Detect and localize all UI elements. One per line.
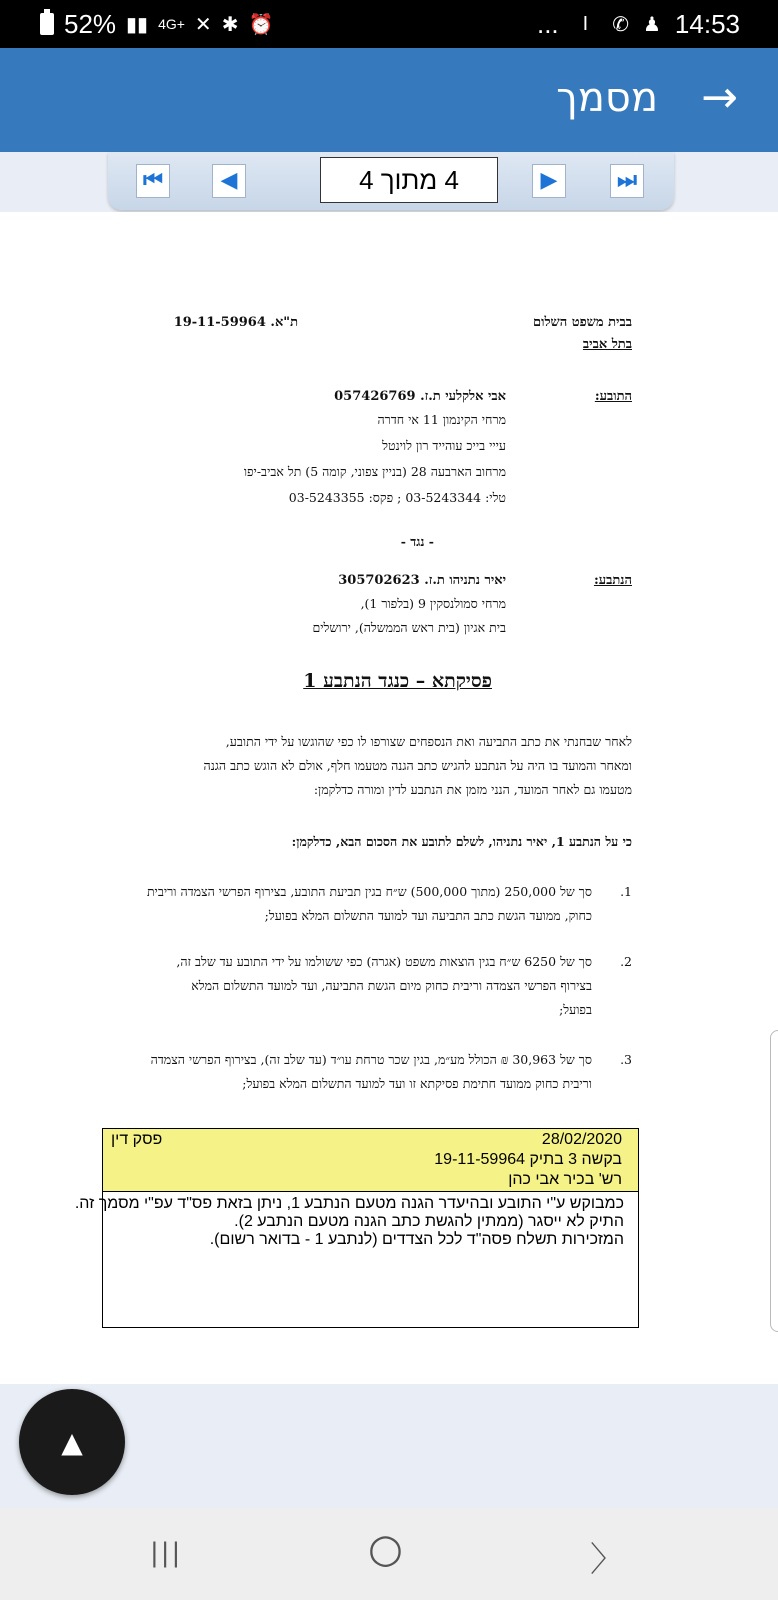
item-line: סך של 30,963 ₪ הכולל מע״מ, בגין שכר טרחת עו״ד (עד שלב זה), בצירוף הפרשי הצמדה bbox=[150, 1052, 592, 1067]
defendant-address: מרחי סמולנסקין 9 (בלפור 1), bbox=[360, 596, 506, 611]
decision-header bbox=[103, 1129, 638, 1192]
decision-request: בקשה 3 בתיק 19-11-59964 bbox=[434, 1151, 622, 1168]
mute-icon: ✕ bbox=[194, 13, 212, 36]
court-decision-box bbox=[74, 1128, 639, 1328]
bluetooth-icon: ✱ bbox=[221, 13, 239, 36]
item-line: בפועל; bbox=[559, 1002, 592, 1017]
app-bar bbox=[0, 48, 778, 152]
scroll-top-button[interactable] bbox=[19, 1389, 125, 1495]
status-right bbox=[537, 0, 740, 48]
alarm-icon: ⏰ bbox=[248, 13, 274, 36]
next-page-icon: ▶ bbox=[540, 168, 558, 193]
plaintiff-lawyer: עייי בייכ עוהייד רון לוינטל bbox=[382, 438, 506, 453]
court-city: בתל אביב bbox=[582, 337, 632, 352]
court-name: בבית משפט השלום bbox=[533, 315, 632, 330]
decision-type: פסק דין bbox=[111, 1131, 163, 1148]
item-line: כחוק, ממועד הגשת כתב התביעה ועד למועד התשלום המלא בפועל; bbox=[264, 908, 592, 923]
decision-line-2: התיק לא ייסגר (ממתין להגשת כתב הגנה מטעם הנתבע 2). bbox=[234, 1213, 624, 1230]
versus-text: - נגד - bbox=[400, 534, 434, 549]
item-number: 1. bbox=[620, 884, 632, 899]
status-left bbox=[40, 0, 273, 48]
last-page-button[interactable] bbox=[610, 164, 644, 198]
recents-icon[interactable]: ||| bbox=[150, 1538, 183, 1568]
signal-icon: ▮▮ bbox=[126, 13, 149, 36]
case-number: ת"א. 19-11-59964 bbox=[173, 315, 298, 330]
next-page-button[interactable] bbox=[532, 164, 566, 198]
decision-judge: רש' בכיר אבי כהן bbox=[508, 1171, 622, 1188]
system-nav-bar bbox=[0, 1508, 778, 1600]
whatsapp-icon: ✆ bbox=[612, 13, 629, 36]
item-line: בצירוף הפרשי הצמדה וריבית כחוק מיום הגשת התביעה, ועד למועד התשלום המלא bbox=[191, 978, 592, 993]
last-page-icon: ⏭ bbox=[617, 168, 637, 193]
status-bar bbox=[0, 0, 778, 48]
battery-level: 52% bbox=[64, 8, 117, 39]
page-indicator: 4 מתוך 4 bbox=[320, 157, 498, 203]
back-arrow-icon[interactable]: → bbox=[701, 72, 738, 123]
page-title: מסמך bbox=[556, 75, 658, 121]
intro-line-1: לאחר שבחנתי את כתב התביעה ואת הנספחים שצורפו לו כפי שהוגשו על ידי התובע, bbox=[225, 734, 632, 749]
notification-icon: ♟ bbox=[642, 13, 661, 36]
scroll-indicator[interactable] bbox=[770, 1030, 778, 1332]
intro-line-2: ומאחר והמועד בו היה על הנתבע להגיש כתב הגנה מטעמו חלף, אולם לא הוגש כתב הגנה bbox=[203, 758, 632, 773]
more-dots: ... bbox=[536, 8, 559, 39]
defendant-label: הנתבע: bbox=[593, 573, 632, 588]
item-number: 3. bbox=[620, 1052, 632, 1067]
judgment-title: פסיקתא – כנגד הנתבע 1 bbox=[303, 670, 492, 692]
decision-line-3: המזכירות תשלח פסה"ד לכל הצדדים (לנתבע 1 - בדואר רשום). bbox=[209, 1231, 624, 1248]
home-icon[interactable]: ○ bbox=[368, 1526, 403, 1572]
first-page-button[interactable] bbox=[136, 164, 170, 198]
prev-page-button[interactable] bbox=[212, 164, 246, 198]
arrow-up-icon: ▲ bbox=[61, 1425, 83, 1459]
item-line: סך של 250,000 (מתוך 500,000) ש״ח בגין תביעת התובע, בצירוף הפרשי הצמדה וריבית bbox=[146, 884, 592, 899]
clock: 14:53 bbox=[674, 8, 740, 39]
first-page-icon: ⏮ bbox=[143, 168, 163, 193]
plaintiff-name: אבי אלקלעי ת.ז. 057426769 bbox=[334, 389, 506, 404]
prev-page-icon: ◀ bbox=[220, 168, 238, 193]
item-number: 2. bbox=[620, 954, 632, 969]
item-line: סך של 6250 ש״ח בגין הוצאות משפט (אגרה) כפי ששולמו על ידי התובע עד שלב זה, bbox=[176, 954, 592, 969]
plaintiff-address: מרחי הקינמון 11 אי חדרה bbox=[377, 412, 506, 427]
intro-line-3: מטעמו גם לאחר המועד, הנני מזמן את הנתבע לדין ומורה כדלקמן: bbox=[313, 782, 632, 797]
defendant-name: יאיר נתניהו ת.ז. 305702623 bbox=[338, 573, 506, 588]
battery-icon bbox=[40, 13, 54, 35]
lawyer-phone: טלי: 03-5243344 ; פקס: 03-5243355 bbox=[288, 490, 506, 505]
decision-line-1: כמבוקש ע"י התובע ובהיעדר הגנה מטעם הנתבע 1, ניתן בזאת פס"ד עפ"י מסמך זה. bbox=[74, 1195, 624, 1212]
decision-date: 28/02/2020 bbox=[541, 1131, 622, 1148]
nav-back-icon[interactable]: 〉 bbox=[590, 1540, 624, 1580]
item-line: וריבית כחוק ממועד חתימת פסיקתא זו ועד למועד התשלום המלא בפועל; bbox=[242, 1076, 592, 1091]
document-pager bbox=[108, 152, 674, 210]
order-heading: כי על הנתבע 1, יאיר נתניהו, לשלם לתובע את הסכום הבא, כדלקמן: bbox=[291, 834, 632, 849]
network-type: 4G+ bbox=[158, 16, 185, 32]
status-divider: I bbox=[582, 12, 589, 35]
lawyer-address: מרחוב הארבעה 28 (בניין צפוני, קומה 5) תל אביב-יפו bbox=[243, 464, 506, 479]
plaintiff-label: התובע: bbox=[594, 389, 632, 404]
defendant-address-2: בית אגיון (בית ראש הממשלה), ירושלים bbox=[312, 620, 506, 635]
